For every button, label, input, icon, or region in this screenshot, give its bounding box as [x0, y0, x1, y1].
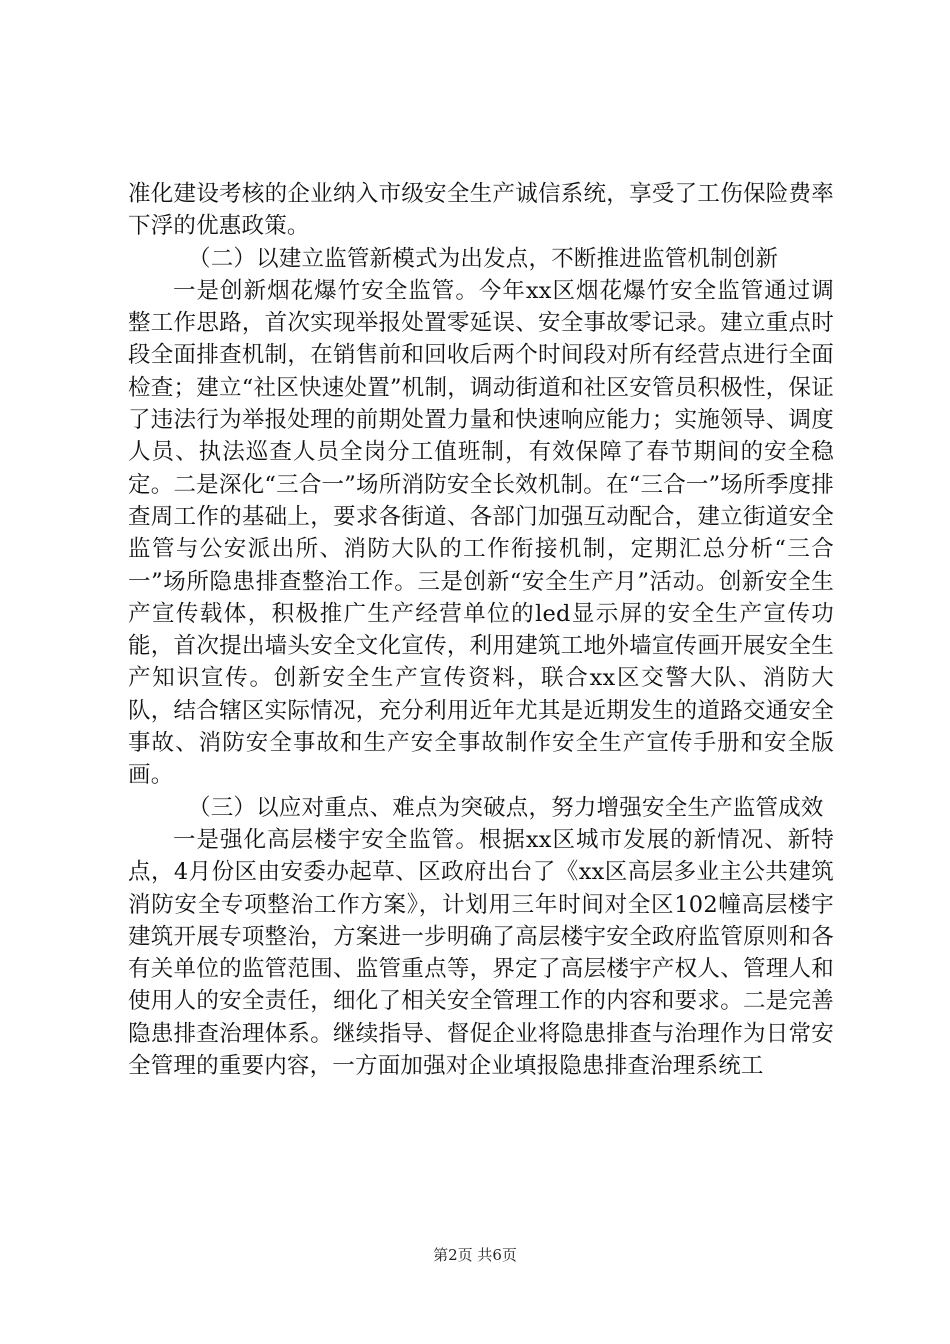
paragraph-section-2: 一是创新烟花爆竹安全监管。今年xx区烟花爆竹安全监管通过调整工作思路，首次实现举报处置零延误、安全事故零记录。建立重点时段全面排查机制，在销售前和回收后两个时间段对所有经营点进行全面检查；建立“社区快速处置”机制，调动街道和社区安管员积极性，保证了违法行为举报处理的前期处置力量和快速响应能力；实施领导、调度人员、执法巡查人员全岗分工值班制，有效保障了春节期间的安全稳定。二是深化“三合一”场所消防安全长效机制。在“三合一”场所季度排查周工作的基础上，要求各街道、各部门加强互动配合，建立街道安全监管与公安派出所、消防大队的工作衔接机制，定期汇总分析“三合一”场所隐患排查整治工作。三是创新“安全生产月”活动。创新安全生产宣传载体，积极推广生产经营单位的led显示屏的安全生产宣传功能，首次提出墙头安全文化宣传，利用建筑工地外墙宣传画开展安全生产知识宣传。创新安全生产宣传资料，联合xx区交警大队、消防大队，结合辖区实际情况，充分利用近年尤其是近期发生的道路交通安全事故、消防安全事故和生产安全事故制作安全生产宣传手册和安全版画。	[128, 277, 834, 789]
section-heading-2: （二）以建立监管新模式为出发点，不断推进监管机制创新	[188, 245, 779, 272]
section-heading-3: （三）以应对重点、难点为突破点，努力增强安全生产监管成效	[188, 794, 824, 821]
paragraph-continuation: 准化建设考核的企业纳入市级安全生产诚信系统，享受了工伤保险费率下浮的优惠政策。	[128, 181, 834, 240]
page-footer: 第2页 共6页	[433, 1246, 517, 1264]
document-body	[128, 178, 834, 1082]
paragraph-section-3: 一是强化高层楼宇安全监管。根据xx区城市发展的新情况、新特点，4月份区由安委办起草、区政府出台了《xx区高层多业主公共建筑消防安全专项整治工作方案》，计划用三年时间对全区102幢高层楼宇建筑开展专项整治，方案进一步明确了高层楼宇安全政府监管原则和各有关单位的监管范围、监管重点等，界定了高层楼宇产权人、管理人和使用人的安全责任，细化了相关安全管理工作的内容和要求。二是完善隐患排查治理体系。继续指导、督促企业将隐患排查与治理作为日常安全管理的重要内容，一方面加强对企业填报隐患排查治理系统工	[128, 826, 834, 1080]
